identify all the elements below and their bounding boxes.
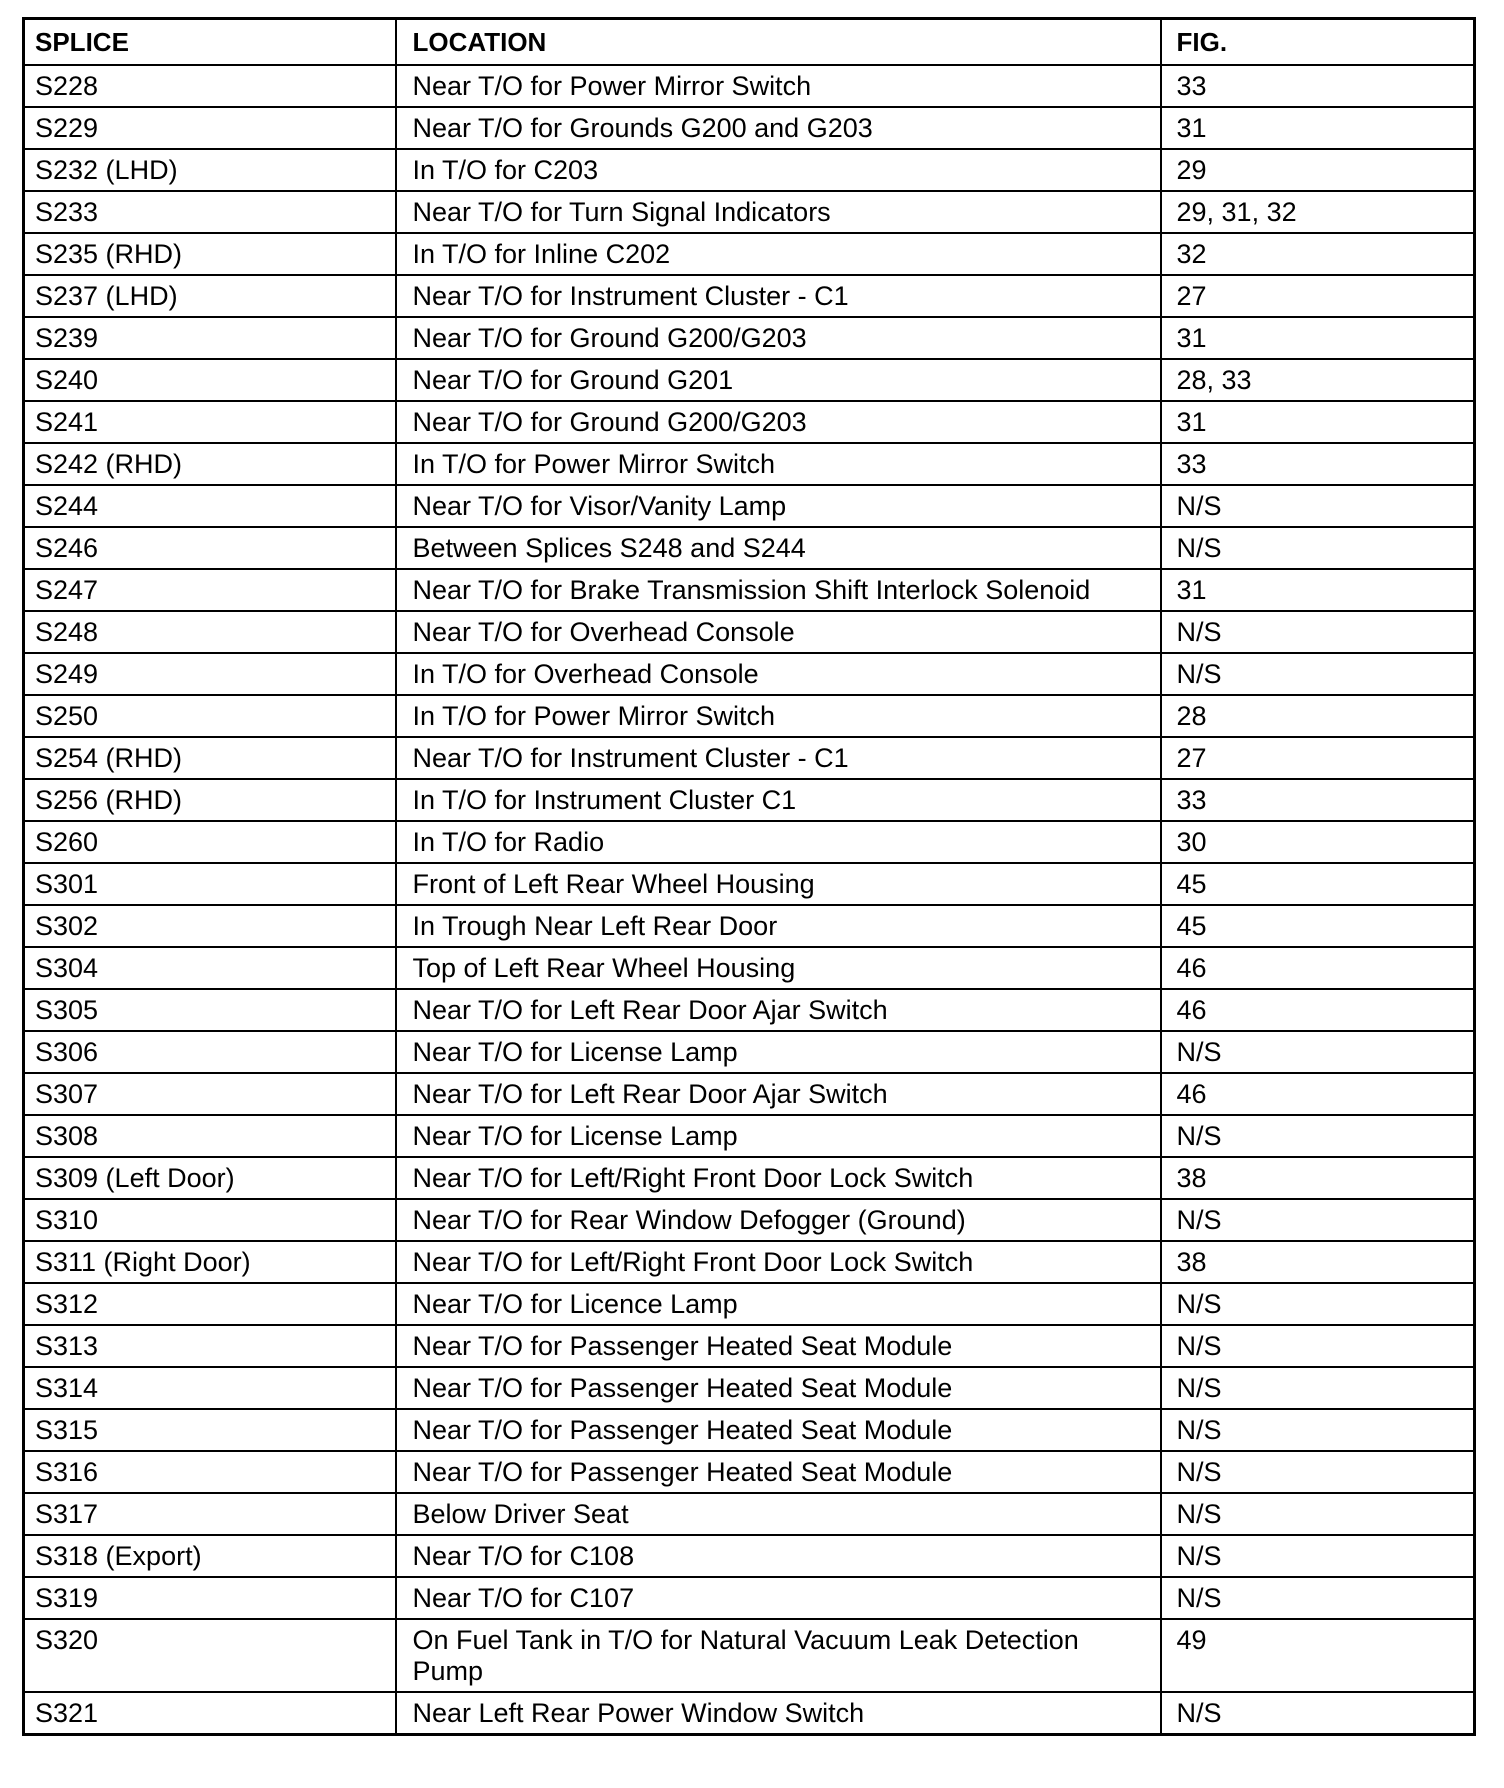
splice-cell: S304 — [24, 947, 396, 989]
location-cell: In T/O for Power Mirror Switch — [396, 443, 1161, 485]
splice-cell: S310 — [24, 1199, 396, 1241]
splice-cell: S256 (RHD) — [24, 779, 396, 821]
fig-cell: N/S — [1161, 1283, 1475, 1325]
table-row — [24, 149, 1475, 191]
fig-cell: 31 — [1161, 401, 1475, 443]
location-cell: Near T/O for Left/Right Front Door Lock Switch — [396, 1241, 1161, 1283]
splice-cell: S235 (RHD) — [24, 233, 396, 275]
table-row — [24, 1325, 1475, 1367]
location-cell: Near T/O for Passenger Heated Seat Module — [396, 1409, 1161, 1451]
location-cell: In T/O for Inline C202 — [396, 233, 1161, 275]
table-row — [24, 653, 1475, 695]
splice-cell: S244 — [24, 485, 396, 527]
fig-cell: 38 — [1161, 1241, 1475, 1283]
table-row — [24, 401, 1475, 443]
fig-cell: N/S — [1161, 1367, 1475, 1409]
fig-cell: 45 — [1161, 905, 1475, 947]
location-cell: Front of Left Rear Wheel Housing — [396, 863, 1161, 905]
splice-cell: S309 (Left Door) — [24, 1157, 396, 1199]
location-cell: Near T/O for Turn Signal Indicators — [396, 191, 1161, 233]
table-row — [24, 527, 1475, 569]
splice-cell: S240 — [24, 359, 396, 401]
fig-cell: 33 — [1161, 443, 1475, 485]
fig-cell: N/S — [1161, 1031, 1475, 1073]
fig-cell: 30 — [1161, 821, 1475, 863]
table-row — [24, 905, 1475, 947]
fig-cell: 29, 31, 32 — [1161, 191, 1475, 233]
fig-cell: 33 — [1161, 779, 1475, 821]
splice-cell: S237 (LHD) — [24, 275, 396, 317]
fig-cell: N/S — [1161, 527, 1475, 569]
location-cell: Near T/O for Ground G200/G203 — [396, 317, 1161, 359]
splice-cell: S250 — [24, 695, 396, 737]
location-cell: Near T/O for Left Rear Door Ajar Switch — [396, 989, 1161, 1031]
location-cell: Near T/O for Passenger Heated Seat Module — [396, 1367, 1161, 1409]
table-row — [24, 107, 1475, 149]
location-cell: Near T/O for Rear Window Defogger (Ground) — [396, 1199, 1161, 1241]
location-cell: Near T/O for C108 — [396, 1535, 1161, 1577]
splice-cell: S301 — [24, 863, 396, 905]
table-row — [24, 1451, 1475, 1493]
table-row — [24, 359, 1475, 401]
fig-cell: 33 — [1161, 65, 1475, 107]
location-cell: On Fuel Tank in T/O for Natural Vacuum Leak Detection Pump — [396, 1619, 1161, 1692]
splice-location-table — [22, 17, 1476, 1736]
fig-cell: 27 — [1161, 275, 1475, 317]
splice-cell: S302 — [24, 905, 396, 947]
splice-cell: S239 — [24, 317, 396, 359]
table-row — [24, 443, 1475, 485]
splice-cell: S249 — [24, 653, 396, 695]
splice-cell: S246 — [24, 527, 396, 569]
fig-cell: 46 — [1161, 1073, 1475, 1115]
fig-cell: 29 — [1161, 149, 1475, 191]
table-row — [24, 1283, 1475, 1325]
location-cell: In T/O for C203 — [396, 149, 1161, 191]
location-cell: Near T/O for Brake Transmission Shift Interlock Solenoid — [396, 569, 1161, 611]
fig-cell: 49 — [1161, 1619, 1475, 1692]
header-splice: SPLICE — [24, 19, 396, 66]
table-row — [24, 1157, 1475, 1199]
location-cell: Near T/O for Passenger Heated Seat Module — [396, 1325, 1161, 1367]
fig-cell: 27 — [1161, 737, 1475, 779]
header-fig: FIG. — [1161, 19, 1475, 66]
table-row — [24, 1577, 1475, 1619]
table-row — [24, 1409, 1475, 1451]
location-cell: Below Driver Seat — [396, 1493, 1161, 1535]
location-cell: Near T/O for License Lamp — [396, 1115, 1161, 1157]
fig-cell: 38 — [1161, 1157, 1475, 1199]
fig-cell: N/S — [1161, 1451, 1475, 1493]
splice-cell: S313 — [24, 1325, 396, 1367]
splice-cell: S319 — [24, 1577, 396, 1619]
fig-cell: N/S — [1161, 1409, 1475, 1451]
fig-cell: 28 — [1161, 695, 1475, 737]
fig-cell: N/S — [1161, 485, 1475, 527]
fig-cell: N/S — [1161, 1325, 1475, 1367]
splice-cell: S320 — [24, 1619, 396, 1692]
table-row — [24, 1199, 1475, 1241]
location-cell: In T/O for Instrument Cluster C1 — [396, 779, 1161, 821]
fig-cell: 31 — [1161, 569, 1475, 611]
fig-cell: 31 — [1161, 317, 1475, 359]
splice-cell: S321 — [24, 1692, 396, 1735]
location-cell: Near T/O for Left/Right Front Door Lock Switch — [396, 1157, 1161, 1199]
splice-cell: S305 — [24, 989, 396, 1031]
splice-cell: S241 — [24, 401, 396, 443]
table-row — [24, 65, 1475, 107]
fig-cell: N/S — [1161, 1577, 1475, 1619]
splice-cell: S229 — [24, 107, 396, 149]
location-cell: Near T/O for Left Rear Door Ajar Switch — [396, 1073, 1161, 1115]
location-cell: Near T/O for Visor/Vanity Lamp — [396, 485, 1161, 527]
fig-cell: N/S — [1161, 1692, 1475, 1735]
fig-cell: 46 — [1161, 989, 1475, 1031]
location-cell: Near T/O for Instrument Cluster - C1 — [396, 275, 1161, 317]
splice-cell: S232 (LHD) — [24, 149, 396, 191]
fig-cell: 28, 33 — [1161, 359, 1475, 401]
splice-cell: S228 — [24, 65, 396, 107]
fig-cell: N/S — [1161, 1199, 1475, 1241]
location-cell: In Trough Near Left Rear Door — [396, 905, 1161, 947]
table-row — [24, 989, 1475, 1031]
table-row — [24, 779, 1475, 821]
splice-cell: S315 — [24, 1409, 396, 1451]
location-cell: Top of Left Rear Wheel Housing — [396, 947, 1161, 989]
splice-cell: S307 — [24, 1073, 396, 1115]
table-row — [24, 1031, 1475, 1073]
table-row — [24, 1493, 1475, 1535]
location-cell: Near T/O for License Lamp — [396, 1031, 1161, 1073]
table-row — [24, 233, 1475, 275]
location-cell: Between Splices S248 and S244 — [396, 527, 1161, 569]
table-row — [24, 191, 1475, 233]
location-cell: Near T/O for Grounds G200 and G203 — [396, 107, 1161, 149]
table-row — [24, 275, 1475, 317]
fig-cell: N/S — [1161, 653, 1475, 695]
fig-cell: 32 — [1161, 233, 1475, 275]
splice-cell: S248 — [24, 611, 396, 653]
table-row — [24, 947, 1475, 989]
location-cell: In T/O for Overhead Console — [396, 653, 1161, 695]
location-cell: Near Left Rear Power Window Switch — [396, 1692, 1161, 1735]
splice-cell: S312 — [24, 1283, 396, 1325]
location-cell: Near T/O for Ground G201 — [396, 359, 1161, 401]
location-cell: Near T/O for Passenger Heated Seat Module — [396, 1451, 1161, 1493]
table-row — [24, 1073, 1475, 1115]
splice-cell: S306 — [24, 1031, 396, 1073]
table-row — [24, 737, 1475, 779]
splice-cell: S233 — [24, 191, 396, 233]
splice-cell: S317 — [24, 1493, 396, 1535]
splice-cell: S260 — [24, 821, 396, 863]
location-cell: In T/O for Radio — [396, 821, 1161, 863]
location-cell: Near T/O for C107 — [396, 1577, 1161, 1619]
location-cell: Near T/O for Power Mirror Switch — [396, 65, 1161, 107]
table-header-row — [24, 19, 1475, 66]
table-row — [24, 821, 1475, 863]
location-cell: In T/O for Power Mirror Switch — [396, 695, 1161, 737]
splice-cell: S254 (RHD) — [24, 737, 396, 779]
table-row — [24, 1115, 1475, 1157]
header-location: LOCATION — [396, 19, 1161, 66]
splice-cell: S311 (Right Door) — [24, 1241, 396, 1283]
fig-cell: 46 — [1161, 947, 1475, 989]
table-row — [24, 1535, 1475, 1577]
table-row — [24, 317, 1475, 359]
fig-cell: 31 — [1161, 107, 1475, 149]
table-row — [24, 695, 1475, 737]
fig-cell: N/S — [1161, 1493, 1475, 1535]
table-row — [24, 485, 1475, 527]
table-row — [24, 1619, 1475, 1692]
splice-cell: S314 — [24, 1367, 396, 1409]
table-body — [24, 65, 1475, 1735]
location-cell: Near T/O for Licence Lamp — [396, 1283, 1161, 1325]
splice-cell: S316 — [24, 1451, 396, 1493]
splice-location-document — [22, 17, 1473, 1736]
location-cell: Near T/O for Ground G200/G203 — [396, 401, 1161, 443]
splice-cell: S242 (RHD) — [24, 443, 396, 485]
fig-cell: N/S — [1161, 1115, 1475, 1157]
table-row — [24, 863, 1475, 905]
splice-cell: S308 — [24, 1115, 396, 1157]
splice-cell: S247 — [24, 569, 396, 611]
fig-cell: 45 — [1161, 863, 1475, 905]
splice-cell: S318 (Export) — [24, 1535, 396, 1577]
fig-cell: N/S — [1161, 1535, 1475, 1577]
table-row — [24, 1241, 1475, 1283]
table-row — [24, 569, 1475, 611]
fig-cell: N/S — [1161, 611, 1475, 653]
location-cell: Near T/O for Instrument Cluster - C1 — [396, 737, 1161, 779]
table-row — [24, 611, 1475, 653]
table-row — [24, 1367, 1475, 1409]
location-cell: Near T/O for Overhead Console — [396, 611, 1161, 653]
table-row — [24, 1692, 1475, 1735]
